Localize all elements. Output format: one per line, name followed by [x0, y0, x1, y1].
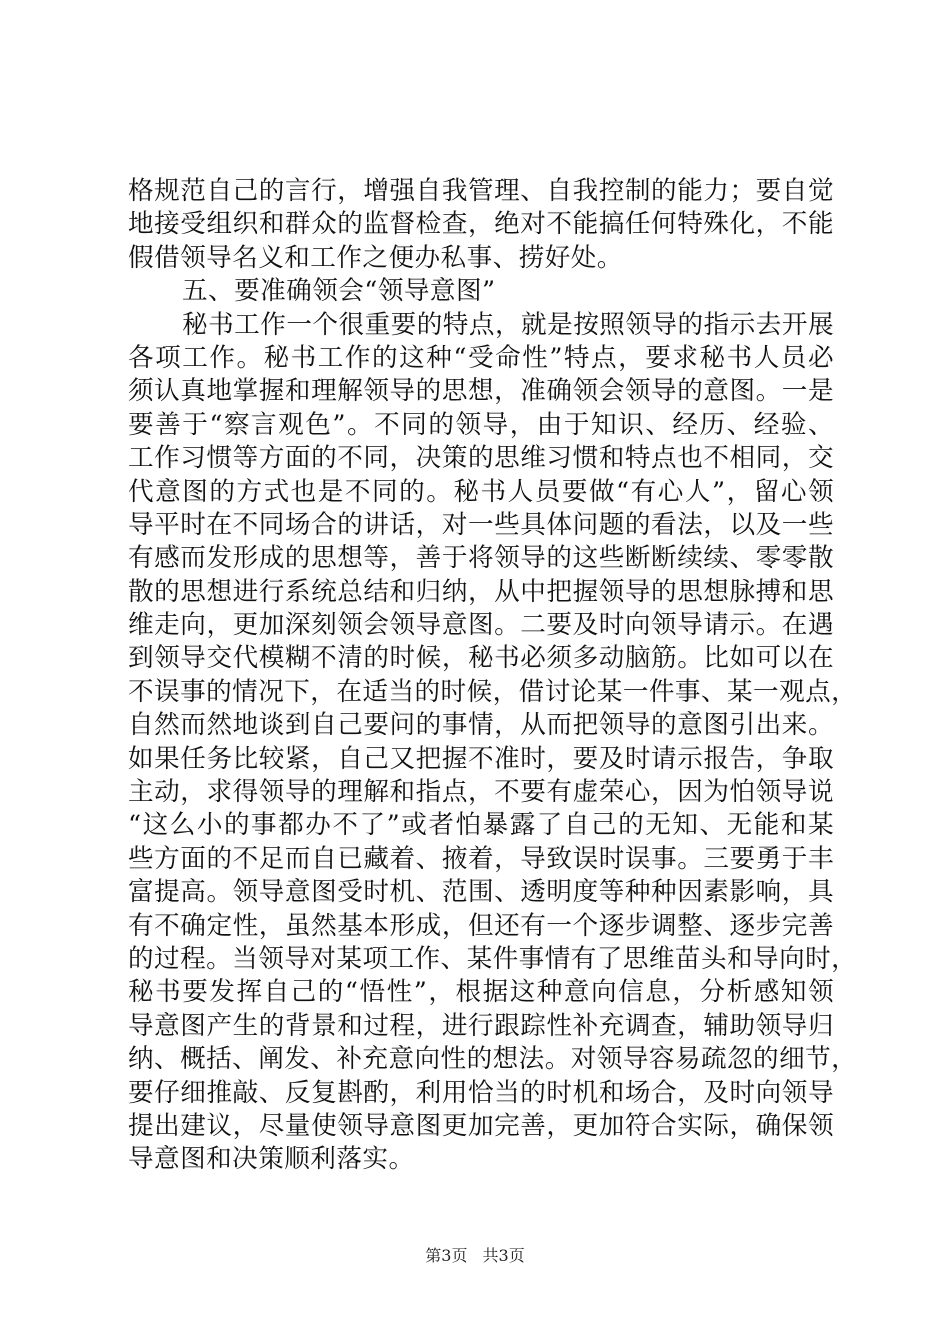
text-line: 自然而然地谈到自己要问的事情，从而把领导的意图引出来。 [128, 710, 834, 741]
text-line: 提出建议，尽量使领导意图更加完善，更加符合实际，确保领 [128, 1110, 834, 1141]
text-line: 导平时在不同场合的讲话，对一些具体问题的看法，以及一些 [128, 509, 834, 540]
paragraph-first-line: 秘书工作一个很重要的特点，就是按照领导的指示去开展 [182, 309, 834, 340]
text-line: 的过程。当领导对某项工作、某件事情有了思维苗头和导向时， [128, 943, 858, 974]
text-line: 工作习惯等方面的不同，决策的思维习惯和特点也不相同，交 [128, 443, 834, 474]
text-line: 要善于“察言观色”。不同的领导，由于知识、经历、经验、 [128, 409, 834, 440]
text-line: 如果任务比较紧，自己又把握不准时，要及时请示报告，争取 [128, 743, 834, 774]
text-line: 有不确定性，虽然基本形成，但还有一个逐步调整、逐步完善 [128, 910, 834, 941]
total-pages: 共3页 [482, 1246, 525, 1265]
text-line: 导意图产生的背景和过程，进行跟踪性补充调查，辅助领导归 [128, 1010, 834, 1041]
section-heading: 五、要准确领会“领导意图” [182, 276, 496, 307]
text-line: 导意图和决策顺利落实。 [128, 1144, 415, 1175]
text-line: 维走向，更加深刻领会领导意图。二要及时向领导请示。在遇 [128, 610, 834, 641]
text-line: 有感而发形成的思想等，善于将领导的这些断断续续、零零散 [128, 543, 834, 574]
page-number: 第3页 [425, 1246, 468, 1265]
text-line: 到领导交代模糊不清的时候，秘书必须多动脑筋。比如可以在 [128, 643, 834, 674]
text-line: 纳、概括、阐发、补充意向性的想法。对领导容易疏忽的细节， [128, 1044, 858, 1075]
text-line: 各项工作。秘书工作的这种“受命性”特点，要求秘书人员必 [128, 342, 834, 373]
text-line: 代意图的方式也是不同的。秘书人员要做“有心人”，留心领 [128, 476, 834, 507]
text-line: 主动，求得领导的理解和指点，不要有虚荣心，因为怕领导说 [128, 777, 834, 808]
text-line: 要仔细推敲、反复斟酌，利用恰当的时机和场合，及时向领导 [128, 1077, 834, 1108]
body-text [128, 175, 858, 1177]
page-footer [0, 1246, 950, 1266]
text-line: 假借领导名义和工作之便办私事、捞好处。 [128, 242, 623, 273]
text-line: 须认真地掌握和理解领导的思想，准确领会领导的意图。一是 [128, 376, 834, 407]
text-line: 秘书要发挥自己的“悟性”，根据这种意向信息，分析感知领 [128, 977, 834, 1008]
text-line: 地接受组织和群众的监督检查，绝对不能搞任何特殊化，不能 [128, 209, 834, 240]
text-line: 不误事的情况下，在适当的时候，借讨论某一件事、某一观点， [128, 676, 858, 707]
text-line: “这么小的事都办不了”或者怕暴露了自己的无知、无能和某 [128, 810, 834, 841]
text-line: 格规范自己的言行，增强自我管理、自我控制的能力；要自觉 [128, 176, 834, 206]
text-line: 些方面的不足而自已藏着、掖着，导致误时误事。三要勇于丰 [128, 843, 834, 874]
text-line: 富提高。领导意图受时机、范围、透明度等种种因素影响，具 [128, 877, 834, 908]
text-line: 散的思想进行系统总结和归纳，从中把握领导的思想脉搏和思 [128, 576, 834, 607]
